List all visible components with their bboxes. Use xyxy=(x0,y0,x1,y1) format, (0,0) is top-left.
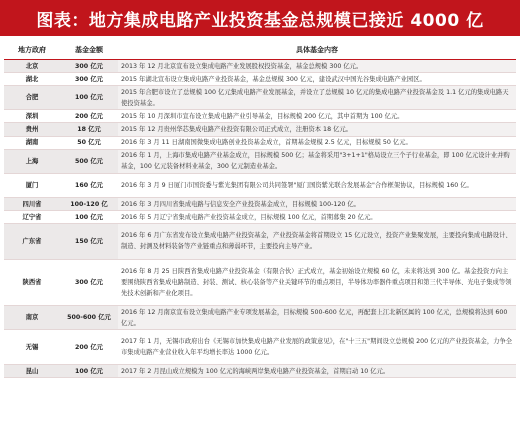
cell-fund-content: 2013 年 12 月北京宣布设立集成电路产业发展股权投资基金，基金总规模 300 亿元。 xyxy=(118,60,516,73)
cell-region: 北京 xyxy=(4,60,60,73)
cell-fund-size: 200 亿元 xyxy=(60,110,118,123)
table-row xyxy=(4,73,516,86)
cell-region: 四川省 xyxy=(4,198,60,211)
cell-fund-size: 300 亿元 xyxy=(60,259,118,305)
cell-fund-size: 500-600 亿元 xyxy=(60,305,118,329)
header-size: 基金金额 xyxy=(60,40,118,60)
table-row xyxy=(4,330,516,365)
cell-fund-size: 100 亿元 xyxy=(60,86,118,110)
table-row xyxy=(4,136,516,149)
cell-fund-content: 2015 年湖北宣布设立集成电路产业投资基金，基金总规模 300 亿元，建设武汉中国光谷集成电路产业园区。 xyxy=(118,73,516,86)
table-row xyxy=(4,305,516,329)
cell-region: 辽宁省 xyxy=(4,211,60,224)
cell-fund-size: 500 亿元 xyxy=(60,149,118,173)
table-row xyxy=(4,365,516,378)
table-row xyxy=(4,86,516,110)
table-row xyxy=(4,211,516,224)
cell-fund-content: 2016 年 3 月四川省集成电路与信息安全产业投资基金成立，目标规模 100-120 亿。 xyxy=(118,198,516,211)
cell-fund-content: 2016 年 3 月 11 日湖南国微集成电路创业投资基金成立，首期基金规模 2.5 亿元，目标规模 50 亿元。 xyxy=(118,136,516,149)
cell-fund-size: 200 亿元 xyxy=(60,330,118,365)
table-row xyxy=(4,60,516,73)
cell-region: 合肥 xyxy=(4,86,60,110)
cell-region: 湖南 xyxy=(4,136,60,149)
cell-fund-size: 100-120 亿 xyxy=(60,198,118,211)
cell-fund-size: 150 亿元 xyxy=(60,224,118,259)
page-title: 图表：地方集成电路产业投资基金总规模已接近 4000 亿 xyxy=(0,0,520,36)
cell-region: 贵州 xyxy=(4,123,60,136)
table-row xyxy=(4,110,516,123)
cell-fund-size: 160 亿元 xyxy=(60,173,118,197)
cell-fund-content: 2017 年 2 月昆山成立规模为 100 亿元的海峡两岸集成电路产业投资基金，首期启动 10 亿元。 xyxy=(118,365,516,378)
table-row xyxy=(4,149,516,173)
header-region: 地方政府 xyxy=(4,40,60,60)
cell-fund-content: 2015 年合肥市设立了总规模 100 亿元集成电路产业发展基金，并设立了总规模 10 亿元的集成电路产业投资基金及 1.1 亿元的集成电路天使投资基金。 xyxy=(118,86,516,110)
table-row xyxy=(4,173,516,197)
cell-fund-size: 100 亿元 xyxy=(60,365,118,378)
cell-fund-content: 2016 年 6 月广东省发布设立集成电路产业投资基金，产业投资基金将首期设立 15 亿元设立，投资产业集聚发展，主要投向集成电路设计、制造、封测及材料装备等产业链重点和薄弱环节，主要投向主导产业。 xyxy=(118,224,516,259)
cell-fund-content: 2016 年 3 月 9 日厦门市国资委与紫光集团有限公司共同签署"厦门国资紫光联合发展基金"合作框架协议，目标规模 160 亿。 xyxy=(118,173,516,197)
cell-fund-content: 2016 年 1 月，上海市集成电路产业基金成立，目标规模 500 亿；基金将采用"3+1+1"格局设立三个子行业基金，即 100 亿元设计业并购基金，100 亿元装备材料业基金，300 亿元制造业基金。 xyxy=(118,149,516,173)
cell-fund-size: 18 亿元 xyxy=(60,123,118,136)
cell-fund-content: 2015 年 10 月深圳市宣布设立集成电路产业引导基金，目标规模 200 亿元，其中首期为 100 亿元。 xyxy=(118,110,516,123)
cell-region: 无锡 xyxy=(4,330,60,365)
cell-region: 昆山 xyxy=(4,365,60,378)
header-content: 具体基金内容 xyxy=(118,40,516,60)
cell-region: 陕西省 xyxy=(4,259,60,305)
table-row xyxy=(4,224,516,259)
cell-fund-content: 2015 年 12 月贵州华芯集成电路产业投资有限公司正式成立，注册资本 18 亿元。 xyxy=(118,123,516,136)
table-row xyxy=(4,259,516,305)
cell-region: 湖北 xyxy=(4,73,60,86)
cell-region: 厦门 xyxy=(4,173,60,197)
cell-fund-size: 50 亿元 xyxy=(60,136,118,149)
cell-region: 广东省 xyxy=(4,224,60,259)
cell-region: 南京 xyxy=(4,305,60,329)
cell-fund-size: 100 亿元 xyxy=(60,211,118,224)
table-row xyxy=(4,123,516,136)
table-row xyxy=(4,198,516,211)
cell-fund-content: 2016 年 12 月南京宣布设立集成电路产业专项发展基金，目标规模 500-600 亿元，再配套上江北新区属的 100 亿元，总规模将达到 600 亿元。 xyxy=(118,305,516,329)
cell-region: 深圳 xyxy=(4,110,60,123)
cell-fund-size: 300 亿元 xyxy=(60,73,118,86)
cell-fund-size: 300 亿元 xyxy=(60,60,118,73)
cell-region: 上海 xyxy=(4,149,60,173)
cell-fund-content: 2016 年 5 月辽宁省集成电路产业投资基金成立，目标规模 100 亿元，首期募集 20 亿元。 xyxy=(118,211,516,224)
table-body xyxy=(4,60,516,378)
fund-table xyxy=(4,40,516,378)
cell-fund-content: 2016 年 8 月 25 日陕西省集成电路产业投资基金（有限合伙）正式成立，基金初始设立规模 60 亿，未来将达到 300 亿。基金投资方向主要围绕陕西省集成电路制造、封装、测试、核心装备等产业关键环节的重点项目，半导体功率器件重点项目和第三代半导体、光电子集成等领先技术创新和产业化项目。 xyxy=(118,259,516,305)
cell-fund-content: 2017 年 1 月，无锡市政府出台《无锡市加快集成电路产业发展的政策意见》，在"十三五"期间设立总规模 200 亿元的产业投资基金，力争全市集成电路产业营业收入年平均增长率达 1000 亿元。 xyxy=(118,330,516,365)
table-header-row xyxy=(4,40,516,60)
